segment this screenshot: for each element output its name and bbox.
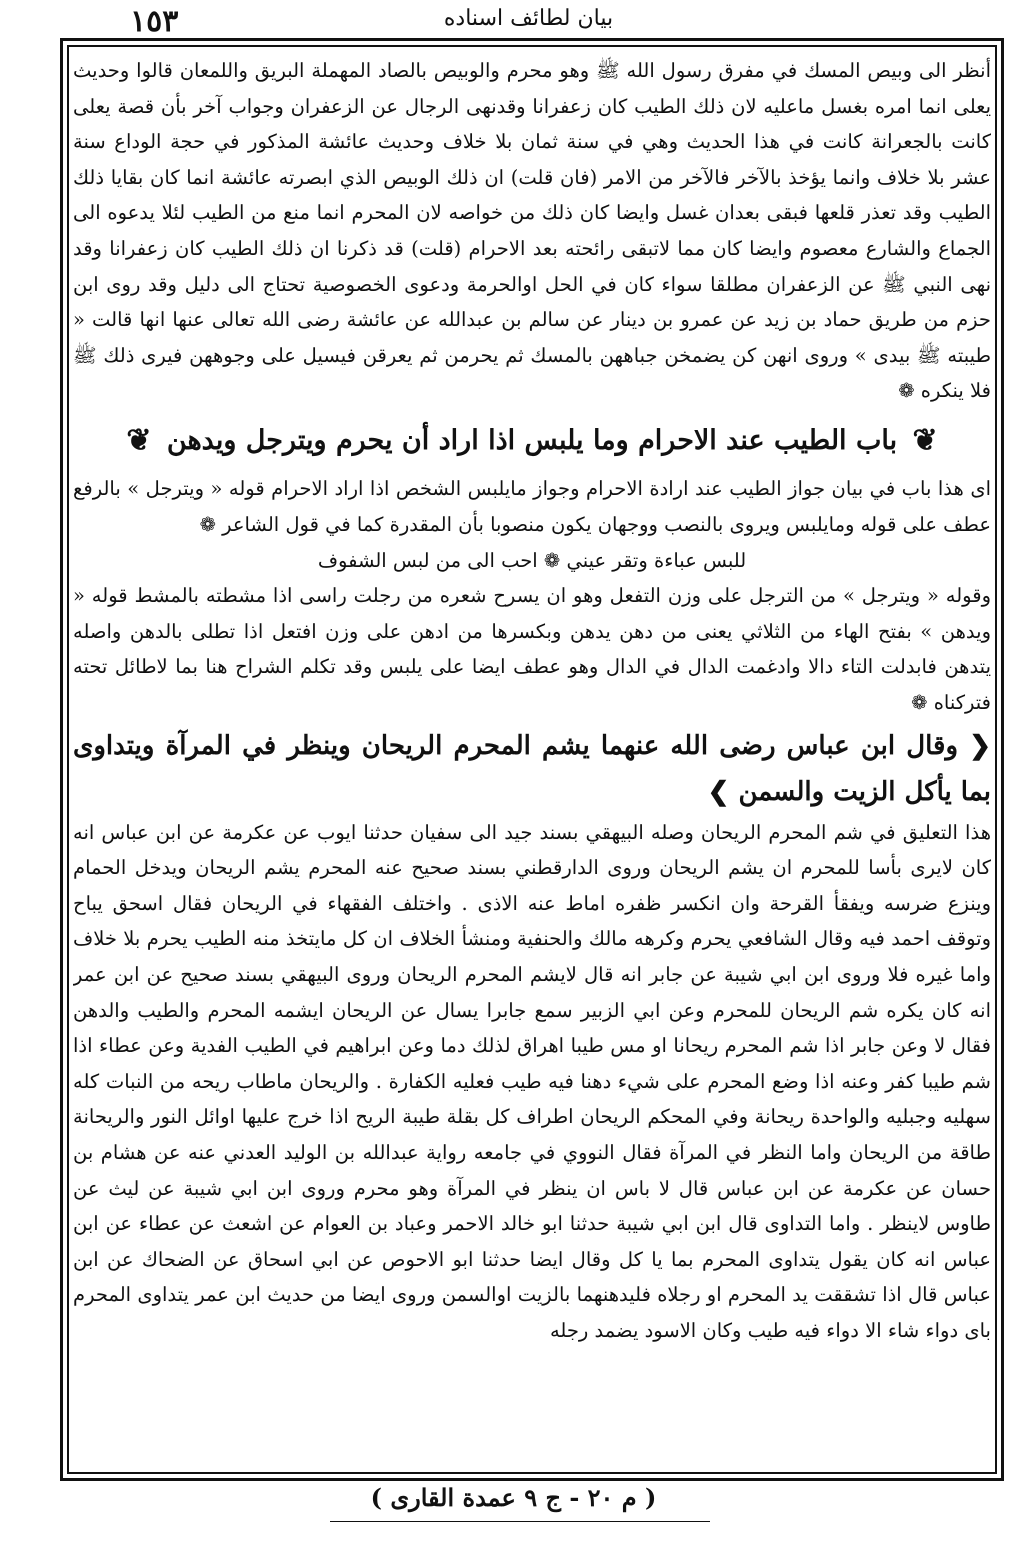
quote-heading xyxy=(73,723,991,815)
chapter-heading xyxy=(73,415,991,468)
body-paragraph: وقوله « ويترجل » من الترجل على وزن التفعل وهو ان يسرح شعره من رجلت راسى اذا مشطته بالمشط قوله « ويدهن » بفتح الهاء من الثلاثي يعنى من دهن يدهن وبكسرها من ادهن على وزن افتعل اذا تطلى بالدهن واصله يتدهن فابدلت التاء دالا وادغمت الدال في الدال وهو عطف ايضا على يلبس وقد تكلم الشراح هنا بما لاطائل تحته فتركناه ❁ xyxy=(73,584,991,714)
footer-label: ( م ٢٠ - ج ٩ عمدة القارى ) xyxy=(370,1483,657,1512)
page-footer xyxy=(0,1483,1027,1523)
chapter-heading-text: باب الطيب عند الاحرام وما يلبس اذا اراد أن يحرم ويترجل ويدهن xyxy=(166,424,898,456)
footer-rule xyxy=(330,1521,710,1522)
page-header xyxy=(60,0,997,40)
poetry-verse: للبس عباءة وتقر عيني ❁ احب الى من لبس الشفوف xyxy=(317,548,747,572)
close-bracket-icon: ❯ xyxy=(707,776,730,807)
body-paragraph: أنظر الى وبيص المسك في مفرق رسول الله ﷺ وهو محرم والوبيص بالصاد المهملة البريق واللمعان قالوا وحديث يعلى انما امره بغسل ماعليه لان ذلك الطيب كان زعفرانا وقدنهى الرجال عن الزعفران وجواب آخر بأن قصة يعلى كانت بالجعرانة كانت في هذا الحديث وهي في سنة ثمان بلا خلاف وحديث عائشة المذكور في حجة الوداع سنة عشر بلا خلاف وانما يؤخذ بالآخر فالآخر من الامر (فان قلت) ان ذلك الوبيص الذي ابصرته عائشة انما كان بقايا ذلك الطيب وقد تعذر قلعها فبقى بعدان غسل وايضا كان ذلك من خواصه لان المحرم انما منع من الطيب لئلا يدعوه الى الجماع والشارع معصوم وايضا كان مما لاتبقى رائحته بعد الاحرام (قلت) قد ذكرنا ان ذلك الطيب كان زعفرانا وقد نهى النبي ﷺ عن الزعفران مطلقا سواء كان في الحل اوالحرمة ودعوى الخصوصية تحتاج الى دليل وقد روى ابن حزم من طريق حماد بن زيد عن عمرو بن دينار عن سالم بن عبدالله عن عائشة رضى الله تعالى عنها انها قالت « طيبته ﷺ بيدى » وروى انهن كن يضمخن جباههن بالمسك ثم يحرمن ثم يعرقن فيسيل على وجوههن فيرى ذلك ﷺ فلا ينكره ❁ xyxy=(73,59,991,403)
page-number: ١٥٣ xyxy=(130,4,179,39)
ornament-icon: ❦ xyxy=(912,423,938,459)
page-body xyxy=(73,53,991,1468)
ornament-icon: ❦ xyxy=(126,423,152,459)
body-paragraph: هذا التعليق في شم المحرم الريحان وصله البيهقي بسند جيد الى سفيان حدثنا ايوب عن عكرمة عن ابن عباس انه كان لايرى بأسا للمحرم ان يشم الريحان وروى الدارقطني بسند صحيح عنه المحرم يشم الريحان ويدخل الحمام وينزع ضرسه ويفقأ القرحة وان انكسر ظفره اماط عنه الاذى . واختلف الفقهاء في الريحان فقال اسحق يباح وتوقف احمد فيه وقال الشافعي يحرم وكرهه مالك والحنفية ومنشأ الخلاف ان كل مايتخذ منه الطيب يحرم بلا خلاف واما غيره فلا وروى ابن ابي شيبة عن جابر انه قال لايشم المحرم الريحان وروى البيهقي بسند صحيح عن ابن عمر انه كان يكره شم الريحان للمحرم وعن ابي الزبير سمع جابرا يسال عن الريحان ايشمه المحرم والطيب والدهن فقال لا وعن جابر اذا شم المحرم ريحانا او مس طيبا اهراق لذلك دما وعن ابراهيم في الطيب الفدية وعن عطاء اذا شم طيبا كفر وعنه اذا وضع المحرم على شيء دهنا فيه طيب فعليه الكفارة . والريحان ماطاب ريحه من النبات كله سهليه وجبليه والواحدة ريحانة وفي المحكم الريحان اطراف كل بقلة طيبة الريح اذا خرج عليها اوائل النور والريحانة طاقة من الريحان واما النظر في المرآة فقال النووي في جامعه رواية عبدالله بن الوليد العدني عنه عن هشام بن حسان عن عكرمة عن ابن عباس قال لا باس ان ينظر في المرآة وهو محرم وروى ابن ابي شيبة عن ليث عن طاوس لاينظر . واما التداوى قال ابن ابي شيبة حدثنا ابو خالد الاحمر وعباد بن العوام عن اشعث عن عطاء عن ابن عباس انه كان يقول يتداوى المحرم بما يا كل وقال ايضا حدثنا ابو الاحوص عن ابي اسحاق عن الضحاك عن ابن عباس قال اذا تشققت يد المحرم او رجلاه فليدهنهما بالزيت اوالسمن وروى ايضا من حديث ابن عمر يتداوى المحرم باى دواء شاء الا دواء فيه طيب وكان الاسود يضمد رجله xyxy=(73,820,991,1342)
page-frame xyxy=(60,38,1004,1481)
quote-heading-text: وقال ابن عباس رضى الله عنهما يشم المحرم الريحان وينظر في المرآة ويتداوى بما يأكل الزيت والسمن xyxy=(73,730,991,807)
open-bracket-icon: ❮ xyxy=(969,730,991,761)
body-paragraph: اى هذا باب في بيان جواز الطيب عند ارادة الاحرام وجواز مايلبس الشخص اذا اراد الاحرام قوله « ويترجل » بالرفع عطف على قوله ومايلبس ويروى بالنصب ووجهان يكون منصوبا بأن المقدرة كما في قول الشاعر ❁ xyxy=(73,477,991,537)
running-title: بيان لطائف اسناده xyxy=(443,6,614,31)
